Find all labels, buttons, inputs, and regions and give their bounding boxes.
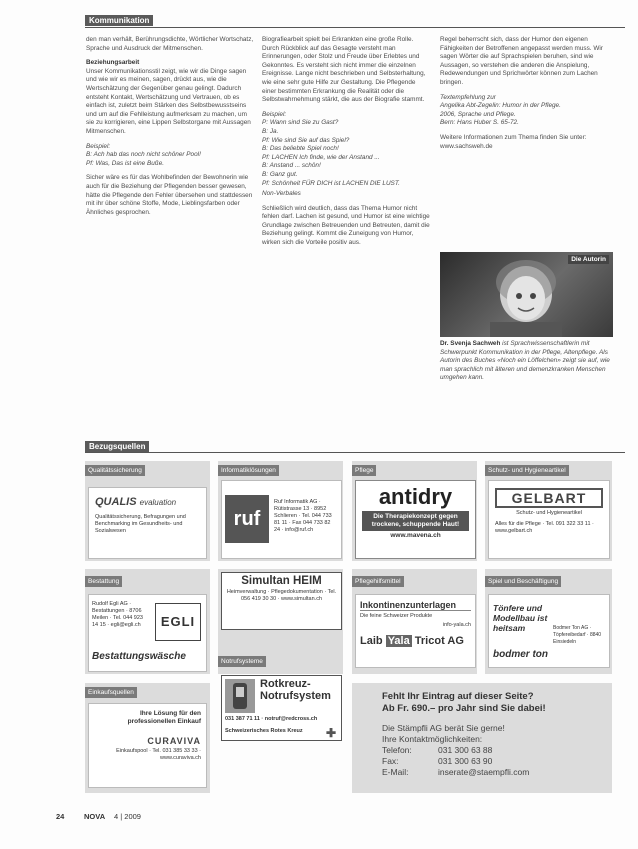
author-tag: Die Autorin <box>568 255 609 264</box>
red-cross-icon: ✚ <box>326 726 337 740</box>
rotkreuz-ad[interactable] <box>221 675 342 741</box>
egli-text: Rudolf Egli AG · Bestattungen · 8706 Meilen · Tel. 044 923 14 15 · egli@egli.ch <box>92 601 143 628</box>
qualis-name: QUALIS <box>95 496 137 508</box>
simultan-text: Heimverwaltung · Pflegedokumentation · Tel. 056 419 30 30 · www.simultan.ch <box>226 589 337 602</box>
curaviva-sub: Einkaufspool · Tel. 031 385 33 33 · www.curaviva.ch <box>116 748 201 761</box>
category-label: Notrufsysteme <box>218 656 266 667</box>
category-label: Pflege <box>352 465 376 476</box>
category-label: Spiel und Beschäftigung <box>485 576 561 587</box>
author-name: Dr. Svenja Sachweh <box>440 340 501 347</box>
author-portrait-icon <box>440 252 613 337</box>
curaviva-ad[interactable] <box>88 703 207 788</box>
literature-line: Angelika Abt-Zegelin: Humor in der Pflege. <box>440 102 561 110</box>
col2-note: Non-Verbales <box>262 190 301 198</box>
promo-title: Fehlt Ihr Eintrag auf dieser Seite? <box>382 691 534 702</box>
phone-number[interactable]: 031 300 63 88 <box>438 745 493 755</box>
col1-example-line1: B: Ach hab das noch nicht schöner Pool! <box>86 151 201 159</box>
fax-label: Fax: <box>382 756 399 766</box>
col2-line: B: Ja. <box>262 127 279 135</box>
antidry-ad[interactable] <box>355 480 476 559</box>
gelbart-text: Alles für die Pflege · Tel. 091 322 33 11 · www.gelbart.ch <box>495 521 594 534</box>
col2-line: Pf: LACHEN Ich finde, wie der Anstand ... <box>262 153 380 161</box>
section-tag: Kommunikation <box>85 15 153 26</box>
inko-url[interactable]: info-yala.ch <box>442 622 471 628</box>
column-1 <box>86 36 254 223</box>
qualis-text: Qualitätssicherung, Befragungen und Benchmarking im Gesundheits- und Sozialwesen <box>95 514 186 534</box>
literature-line: 2006, Sprache und Pflege. <box>440 110 516 118</box>
antidry-tagline: Die Therapiekonzept gegen trockene, schuppende Haut! <box>362 511 469 531</box>
phone-label: Telefon: <box>382 745 412 755</box>
inko-brand: Laib <box>360 635 383 647</box>
rotkreuz-name: Rotkreuz-Notrufsystem <box>260 678 331 702</box>
email-label: E-Mail: <box>382 767 409 777</box>
toys-line: heitsam <box>493 623 526 633</box>
gelbart-ad[interactable] <box>488 480 610 559</box>
page-number: 24 <box>56 812 65 821</box>
bezug-rule <box>85 452 625 453</box>
literature-line: Bern: Hans Huber S. 65-72. <box>440 119 519 127</box>
inko-ad[interactable] <box>355 594 476 668</box>
col2-line: B: Anstand ... schön! <box>262 162 321 170</box>
curaviva-brand: CURAVIVA <box>147 736 201 746</box>
col1-example-label: Beispiel: <box>86 142 111 150</box>
egli-slogan: Bestattungswäsche <box>92 651 186 662</box>
ruf-logo: ruf <box>225 495 269 543</box>
inko-sub: Die feine Schweizer Produkte <box>360 613 433 619</box>
col2-body: Biografiearbeit spielt bei Erkrankten eine große Rolle. Durch Rückblick auf das Gesagte versteht man Erinnerungen, oder Stolz und Freude über Erlebtes und Gekonntes. Es versteht sich nicht immer die einzelnen Ereignisse. Lange nicht beschrieben und Selbsterhaltung, wie eine sehr gute Hilfe zur Gestaltung. Die Pflegende einer bestimmten Erkrankung die Realität oder die Selbstwahrnehmung stärkt, die aus der Biografie stammt. <box>262 36 426 104</box>
toys-ad[interactable] <box>488 594 610 668</box>
ruf-text: Ruf Informatik AG · Rütistrasse 13 · 8952 Schlieren · Tel. 044 733 81 11 · Fax 044 733 82 24 · info@ruf.ch <box>274 499 332 533</box>
inko-brand-suffix: Tricot AG <box>414 635 464 647</box>
simultan-ad[interactable] <box>221 572 342 630</box>
email-link[interactable]: inserate@staempfli.com <box>438 767 530 777</box>
toys-line: Tönfere und <box>493 603 543 613</box>
author-photo <box>440 252 613 337</box>
col2-line: B: Ganz gut. <box>262 170 298 178</box>
antidry-name: antidry <box>378 484 453 509</box>
col1-example-line2: Pf: Was, Das ist eine Buße. <box>86 159 165 167</box>
col2-closing: Schließlich wird deutlich, dass das Thema Humor nicht fehlen darf. Lachen ist gesund, und Humor ist eine wichtige Grundlage zwischen Betreuenden und Betreuten, damit die Beziehung gelingt. Kommt die Zuneigung von Humor, wirken sich die Vorteile positiv aus. <box>262 204 430 247</box>
ruf-ad[interactable] <box>221 480 342 559</box>
rotkreuz-org: Schweizerisches Rotes Kreuz <box>225 728 303 734</box>
promo-intro: Ihre Kontaktmöglichkeiten: <box>382 734 483 744</box>
inko-name: Inkontinenzunterlagen <box>360 600 471 611</box>
curaviva-tagline: Ihre Lösung für den professionellen Einkauf <box>127 710 201 725</box>
antidry-url[interactable]: www.mavena.ch <box>390 532 441 539</box>
gelbart-name: GELBART <box>495 488 603 508</box>
author-bio: ist Sprachwissenschaftlerin mit Schwerpunkt Kommunikation in der Pflege, Altenpflege. Als Autorin des Buches «Noch ein Löffelchen» zeigt sie auf, wie man sprachlich mit älteren und demenzkranken Menschen umgehen kann. <box>440 340 610 382</box>
column-3 <box>440 36 612 157</box>
bezug-tag: Bezugsquellen <box>85 441 149 452</box>
header-rule <box>85 27 625 28</box>
literature-label: Textempfehlung zur <box>440 93 496 101</box>
col1-body: Unser Kommunikationsstil zeigt, wie wir die Dinge sagen und wie wir es meinen, sagen, drückt aus, wie die Wertschätzung der Gegenüber genau gelingt. Dadurch entsteht Kontakt, Wertschätzung und Vertrauen, ob es einfach ist, zuletzt beim Stärken des Selbstbewusstseins und um auf die Fehlleistung aufmerksam zu machen, um sie zu korrigieren, eine Lippen Selbstorgane mit Aussagen Mitmenschen. <box>86 67 251 135</box>
phone-icon <box>225 679 255 713</box>
magazine-name: NOVA <box>84 812 106 821</box>
issue-number: 4 | 2009 <box>114 812 141 821</box>
col1-intro: den man verhält, Berührungsdichte, Wörtlicher Wortschatz, Sprache und Ausdruck der Mitmenschen. <box>86 36 254 52</box>
col1-heading: Beziehungsarbeit <box>86 59 140 67</box>
column-2 <box>262 36 430 254</box>
inko-brand-logo: Yala <box>387 635 410 647</box>
qualis-ad[interactable] <box>88 487 207 559</box>
promo-intro: Die Stämpfli AG berät Sie gerne! <box>382 723 505 733</box>
category-label: Qualitätssicherung <box>85 465 145 476</box>
fax-number: 031 300 63 90 <box>438 756 493 766</box>
qualis-sub: evaluation <box>139 498 177 507</box>
rotkreuz-phone: 031 387 71 11 · notruf@redcross.ch <box>225 716 318 722</box>
category-label: Bestattung <box>85 576 122 587</box>
simultan-name: Simultan HEIM <box>241 575 322 587</box>
col2-line: B: Das beliebte Spiel noch! <box>262 145 339 153</box>
promo-box <box>352 683 612 793</box>
category-label: Informatiklösungen <box>218 465 279 476</box>
gelbart-sub: Schutz- und Hygieneartikel <box>516 510 582 516</box>
col2-line: Pf: Schönheit FÜR DICH ist LACHEN DIE LUST. <box>262 179 400 187</box>
author-bio-block <box>440 340 612 383</box>
toys-text: Bodmer Ton AG · Töpfereibedarf · 8840 Einsiedeln <box>553 625 602 645</box>
egli-ad[interactable] <box>88 594 207 672</box>
toys-brand: bodmer ton <box>493 649 548 660</box>
category-label: Schutz- und Hygieneartikel <box>485 465 569 476</box>
col1-closing: Sicher wäre es für das Wohlbefinden der Bewohnerin wie auch für die Beziehung der Pflegenden besser gewesen, hätte die Pflegende den Fehler übersehen und stattdessen mit ihr über schöne Stoffe, Mode, Lieblingsfarben oder Ähnliches gesprochen. <box>86 174 253 216</box>
promo-subtitle: Ab Fr. 690.– pro Jahr sind Sie dabei! <box>382 703 546 714</box>
more-info: Weitere Informationen zum Thema finden Sie unter: www.sachsweh.de <box>440 133 587 150</box>
col2-line: P: Wann sind Sie zu Gast? <box>262 119 339 127</box>
col2-line: Pf: Wie sind Sie auf das Spiel? <box>262 136 350 144</box>
category-label: Pflegehilfsmittel <box>352 576 404 587</box>
category-label: Einkaufsquellen <box>85 687 137 698</box>
egli-logo: EGLI <box>155 603 201 641</box>
col2-example-label: Beispiel: <box>262 110 287 118</box>
toys-line: Modellbau ist <box>493 613 548 623</box>
col2-example-lines <box>262 119 430 188</box>
col3-body: Regel beherrscht sich, dass der Humor den eigenen Fähigkeiten der Betroffenen angepasst werden muss. Wir sagen Wörter die auf Sprachspielen beruhen, sind wie Aussagen, so verstehen die anderen die Anspielung, Redewendungen und Sprichwörter können zum Lachen bringen. <box>440 36 603 86</box>
